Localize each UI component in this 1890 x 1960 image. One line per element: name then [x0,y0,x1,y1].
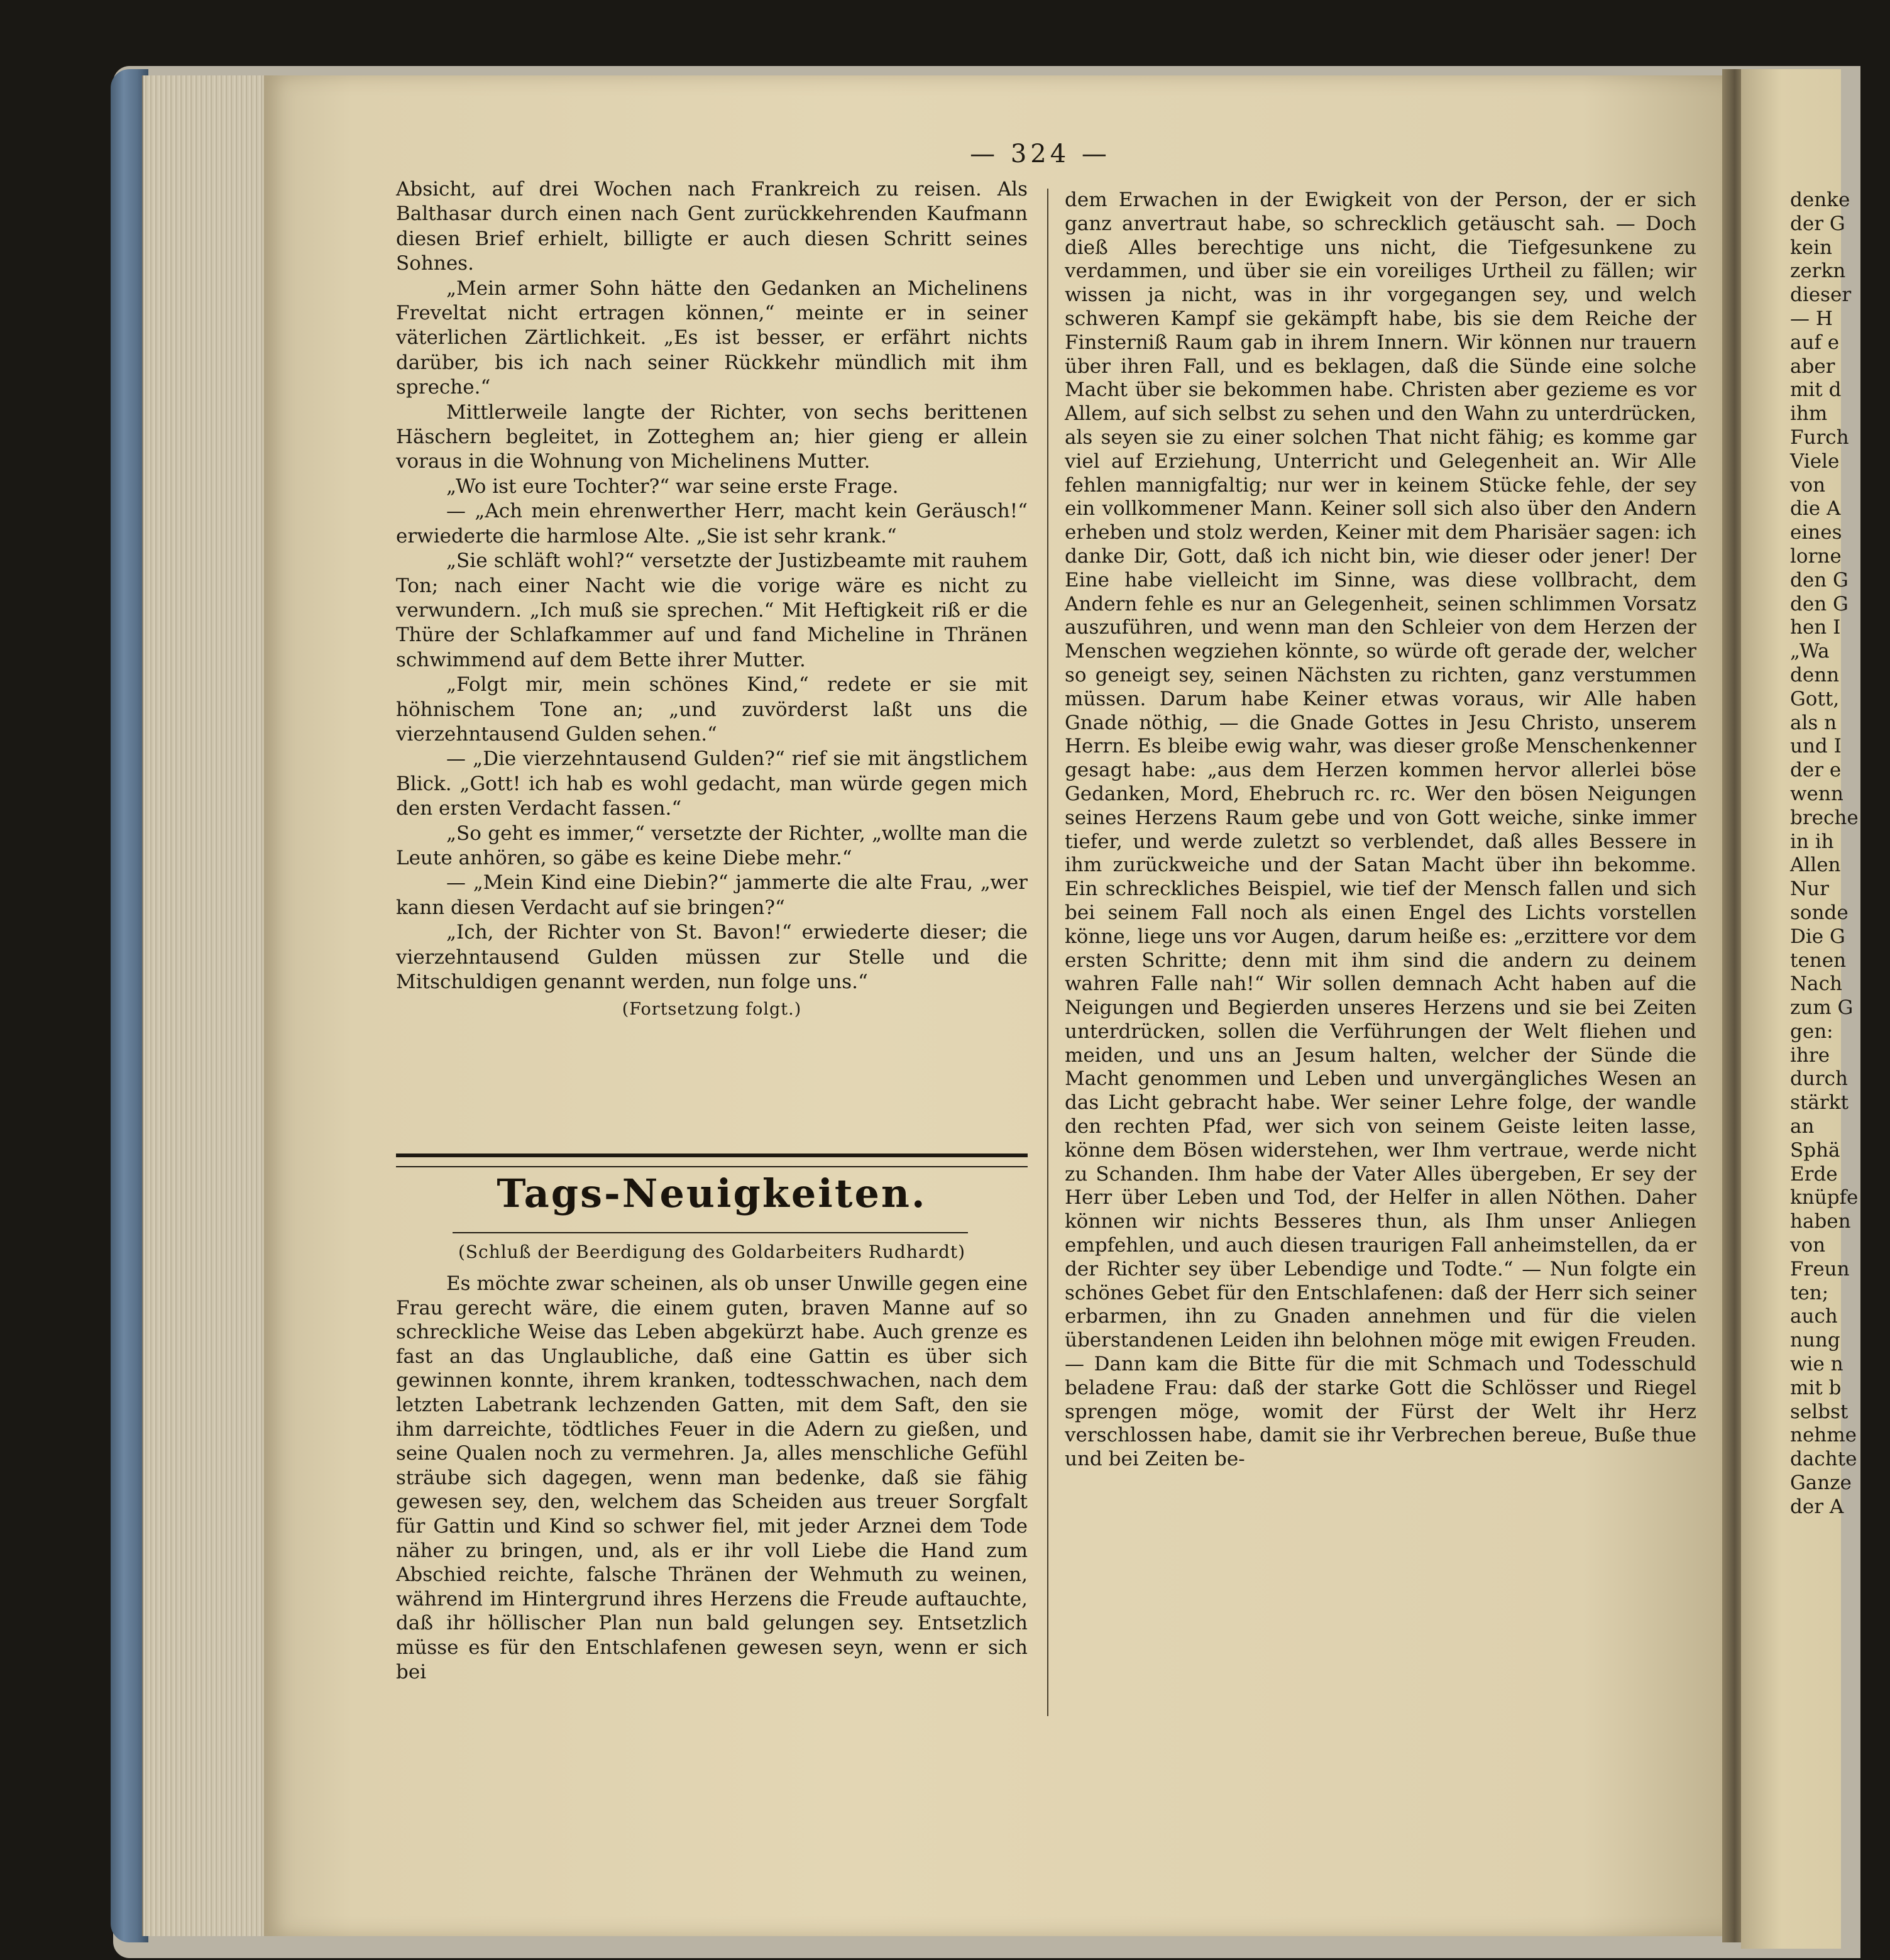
facing-page-line: Gott, [1790,687,1840,710]
facing-page-line: dachte [1790,1448,1857,1471]
facing-page-line: kein [1790,236,1833,259]
facing-page-line: „Wa [1790,640,1830,663]
paragraph: „Sie schläft wohl?“ versetzte der Justizbeamte mit rauhem Ton; nach einer Nacht wie die vorige wäre es nicht zu verwundern. „Ich muß sie sprechen.“ Mit Heftigkeit riß er die Thüre der Schlafkammer auf und fand Micheline in Thränen schwimmend auf dem Bette ihrer Mutter. [396,549,1028,671]
page-stack-edge [142,75,275,1936]
facing-page-line: mit d [1790,378,1842,402]
section-subheading: (Schluß der Beerdigung des Goldarbeiters Rudhardt) [458,1242,966,1262]
facing-page-line: mit b [1790,1376,1842,1399]
facing-page-line: und I [1790,735,1842,758]
facing-page-line: sonde [1790,901,1849,924]
facing-page-line: den G [1790,592,1849,615]
facing-page-line: zum G [1790,996,1854,1020]
facing-page-line: Allen [1790,854,1841,877]
facing-page-line: Erde [1790,1162,1838,1186]
section-heading: Tags-Neuigkeiten. [497,1170,927,1216]
paragraph: Mittlerweile langte der Richter, von sechs berittenen Häschern begleitet, in Zotteghem an; hier gieng er allein voraus in die Wohnung von Michelinens Mutter. [396,400,1028,473]
facing-page-line: nehme [1790,1424,1857,1447]
facing-page-line: Die G [1790,925,1845,948]
facing-page-line: denn [1790,663,1840,686]
paragraph: „Mein armer Sohn hätte den Gedanken an Michelinens Freveltat nicht ertragen können,“ meinte er in seiner väterlichen Zärtlichkeit. „Es ist besser, er erfährt nichts darüber, bis ich nach seiner Rückkehr mündlich mit ihm spreche.“ [396,277,1028,399]
left-column-story [396,177,1028,1022]
facing-page [1741,69,1859,1949]
facing-page-line: durch [1790,1067,1848,1091]
facing-page-text [1741,189,1890,1519]
facing-page-line: tenen [1790,949,1847,972]
facing-page-line: dieser [1790,284,1852,307]
facing-page-line: gen: [1790,1020,1833,1043]
facing-page-line: aber [1790,355,1835,378]
facing-page-line: Nur [1790,878,1829,901]
paragraph: „Folgt mir, mein schönes Kind,“ redete er sie mit höhnischem Tone an; „und zuvörderst laßt uns die vierzehntausend Gulden sehen.“ [396,673,1028,746]
heading-rule [453,1232,968,1233]
paragraph: Es möchte zwar scheinen, als ob unser Unwille gegen eine Frau gerecht wäre, die einem guten, braven Manne auf so schreckliche Weise das Leben abgekürzt habe. Auch grenze es fast an das Unglaubliche, daß eine Gattin es über sich gewinnen konnte, ihrem kranken, todtesschwachen, nach dem letzten Labetrank lechzenden Gatten, mit dem Saft, den sie ihm darreichte, tödtliches Feuer in die Adern zu gießen, und seine Qualen noch zu vermehren. Ja, alles menschliche Gefühl sträube sich dagegen, wenn man bedenke, daß sie fähig gewesen sey, den, welchem das Scheiden aus treuer Sorgfalt für Gattin und Kind so schwer fiel, mit jeder Arznei dem Tode näher zu bringen, und, als er ihr voll Liebe die Hand zum Abschied reichte, falsche Thränen der Wehmuth zu weinen, während im Hintergrund ihres Herzens die Freude auftauchte, daß ihr höllischer Plan nun bald gelungen sey. Entsetzlich müsse es für den Entschlafenen gewesen seyn, wenn er sich bei [396,1272,1028,1683]
facing-page-line: die A [1790,497,1841,520]
facing-page-line: ihm [1790,402,1828,426]
facing-page-line: den G [1790,568,1849,592]
facing-page-line: Furch [1790,426,1849,449]
facing-page-line: Freun [1790,1257,1850,1280]
paragraph: „Wo ist eure Tochter?“ war seine erste Frage. [446,475,899,498]
paragraph: — „Mein Kind eine Diebin?“ jammerte die alte Frau, „wer kann diesen Verdacht auf sie bringen?“ [396,871,1028,919]
facing-page-line: stärkt [1790,1091,1849,1115]
facing-page-line: wie n [1790,1353,1843,1376]
facing-page-line: breche [1790,806,1859,829]
facing-page-line: als n [1790,711,1837,734]
facing-page-line: nung [1790,1329,1840,1352]
facing-page-line: Sphä [1790,1138,1840,1162]
facing-page-line: der G [1790,212,1845,235]
facing-page-line: der e [1790,759,1842,782]
facing-page-line: in ih [1790,830,1834,853]
facing-page-line: von [1790,473,1826,497]
facing-page-line: wenn [1790,782,1843,805]
left-column-news [396,1272,1028,1684]
facing-page-line: haben [1790,1210,1851,1233]
facing-page-line: ihre [1790,1043,1830,1067]
paragraph: „So geht es immer,“ versetzte der Richter, „wollte man die Leute anhören, so gäbe es keine Diebe mehr.“ [396,822,1028,869]
continued-note: (Fortsetzung folgt.) [622,999,802,1020]
facing-page-line: hen I [1790,616,1841,639]
facing-page-line: der A [1790,1495,1844,1518]
paragraph: dem Erwachen in der Ewigkeit von der Person, der er sich ganz anvertraut habe, so schrecklich getäuscht sah. — Doch dieß Alles berechtige uns nicht, die Tiefgesunkene zu verdammen, und über sie ein voreiliges Urtheil zu fällen; wir wissen ja nicht, was in ihr vorgegangen sey, und welch schweren Kampf sie gekämpft habe, bis sie dem Reiche der Finsterniß Raum gab in ihrem Innern. Wir können nur trauern über ihren Fall, und es beklagen, daß die Sünde eine solche Macht über sie bekommen habe. Christen aber gezieme es vor Allem, auf sich selbst zu sehen und den Wahn zu unterdrücken, als seyen sie zu einer solchen That nicht fähig; es komme gar viel auf Erziehung, Unterricht und Gelegenheit an. Wir Alle fehlen mannigfaltig; nur wer in keinem Stücke fehle, der sey ein vollkommener Mann. Keiner soll sich also über den Andern erheben und stolz werden, Keiner mit dem Pharisäer sagen: ich danke Dir, Gott, daß ich nicht bin, wie dieser oder jener! Der Eine habe vielleicht im Sinne, was diese vollbracht, dem Andern fehle es nur an Gelegenheit, seinen schlimmen Vorsatz auszuführen, und wenn man den Schleier von dem Herzen der Menschen wegziehen könnte, so würde oft gerade der, welcher so geneigt sey, seinen Nächsten zu richten, ganz verstummen müssen. Darum habe Keiner etwas voraus, wir Alle haben Gnade nöthig, — die Gnade Gottes in Jesu Christo, unserem Herrn. Es bleibe ewig wahr, was dieser große Menschenkenner gesagt habe: „aus dem Herzen kommen hervor allerlei böse Gedanken, Mord, Ehebruch rc. rc. Wer den bösen Neigungen seines Herzens Raum gebe und von Gott weiche, sinke immer tiefer, und werde zuletzt so verblendet, daß alles Bessere in ihm zurückweiche und der Satan Macht über ihn bekomme. Ein schreckliches Beispiel, wie tief der Mensch fallen und sich bei seinem Fall noch als einen Engel des Lichts vorstellen könne, liege uns vor Augen, darum heiße es: „erzittere vor dem ersten Schritte; denn mit ihm sind die andern zu deinem wahren Falle nah!“ Wir sollen demnach Acht haben auf die Neigungen und Begierden unseres Herzens und sie bei Zeiten unterdrücken, sollen die Verführungen der Welt fliehen und meiden, und uns an Jesum halten, welcher der Sünde die Macht genommen und Leben und unvergängliches Wesen an das Licht gebracht habe. Wer seiner Lehre folge, der wandle den rechten Pfad, wer sich von seinem Geiste leiten lasse, könne dem Bösen widerstehen, wer Ihm vertraue, werde nicht zu Schanden. Ihm habe der Vater Alles übergeben, Er sey der Herr über Leben und Tod, der Helfer in allen Nöthen. Daher können wir nichts Besseres thun, als Ihm unser Anliegen empfehlen, und auch diesen traurigen Fall anheimstellen, da er der Richter sey über Lebendige und Todte.“ — Nun folgte ein schönes Gebet für den Entschlafenen: daß der Herr sich seiner erbarmen, ihn zu Gnaden annehmen und für die vielen überstandenen Leiden ihn belohnen möge mit ewigen Freuden. — Dann kam die Bitte für die mit Schmach und Todesschuld beladene Frau: daß der starke Gott die Schlösser und Riegel sprengen möge, womit der Fürst der Welt ihr Herz verschlossen habe, damit sie ihr Verbrechen bereue, Buße thue und bei Zeiten be- [1065,189,1696,1471]
paragraph: „Ich, der Richter von St. Bavon!“ erwiederte dieser; die vierzehntausend Gulden müssen zur Stelle und die Mitschuldigen genannt werden, nun folge uns.“ [396,921,1028,993]
facing-page-line: lorne [1790,544,1842,568]
page-number: — 324 — [970,140,1111,168]
column-divider [1047,189,1048,1716]
facing-page-line: von [1790,1234,1826,1257]
facing-page-line: denke [1790,189,1850,211]
paragraph: — „Ach mein ehrenwerther Herr, macht kein Geräusch!“ erwiederte die harmlose Alte. „Sie ist sehr krank.“ [396,500,1028,548]
facing-page-line: ten; [1790,1281,1829,1304]
right-column [1065,189,1696,1472]
facing-page-line: auch [1790,1305,1838,1328]
facing-page-line: Ganze [1790,1472,1852,1495]
facing-page-line: knüpfe [1790,1186,1859,1209]
facing-page-line: an [1790,1115,1815,1138]
facing-page-line: selbst [1790,1400,1849,1423]
facing-page-line: Viele [1790,449,1840,473]
paragraph: — „Die vierzehntausend Gulden?“ rief sie mit ängstlichem Blick. „Gott! ich hab es wohl gedacht, man würde gegen mich den ersten Verdacht fassen.“ [396,747,1028,820]
section-divider [396,1153,1028,1167]
paragraph: Absicht, auf drei Wochen nach Frankreich zu reisen. Als Balthasar durch einen nach Gent zurückkehrenden Kaufmann diesen Brief erhielt, billigte er auch diesen Schritt seines Sohnes. [396,178,1028,275]
facing-page-line: zerkn [1790,260,1846,283]
facing-page-line: — H [1790,307,1833,330]
facing-page-line: auf e [1790,331,1840,354]
facing-page-line: eines [1790,521,1842,544]
facing-page-line: Nach [1790,972,1842,996]
